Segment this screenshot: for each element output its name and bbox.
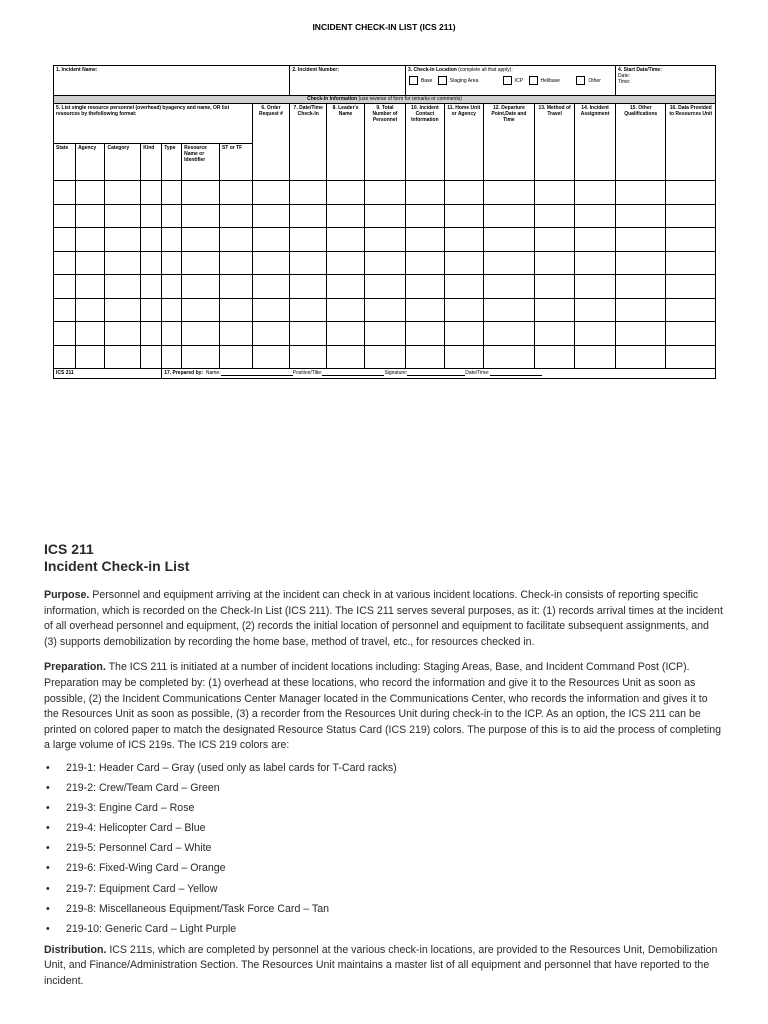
entry-cell[interactable] [575, 345, 616, 369]
entry-cell[interactable] [666, 322, 716, 346]
entry-cell[interactable] [364, 228, 405, 252]
entry-cell[interactable] [162, 251, 182, 275]
sub-resource-name: Resource Name or Identifier [182, 144, 220, 181]
entry-cell[interactable] [575, 322, 616, 346]
entry-cell[interactable] [182, 322, 220, 346]
table-row [54, 181, 716, 205]
entry-cell[interactable] [405, 322, 444, 346]
entry-cell[interactable] [444, 298, 483, 322]
col-11-header: 11. Home Unit or Agency [444, 104, 483, 181]
entry-cell[interactable] [575, 275, 616, 299]
entry-cell[interactable] [76, 228, 105, 252]
entry-cell[interactable] [444, 322, 483, 346]
entry-cell[interactable] [616, 275, 666, 299]
entry-cell[interactable] [364, 275, 405, 299]
entry-cell[interactable] [405, 181, 444, 205]
table-row [54, 228, 716, 252]
entry-cell[interactable] [483, 322, 534, 346]
entry-cell[interactable] [182, 298, 220, 322]
entry-cell[interactable] [54, 181, 76, 205]
entry-cell[interactable] [105, 298, 141, 322]
col-8-header: 8. Leader's Name [327, 104, 365, 181]
sub-state: State [54, 144, 76, 181]
incident-name-field[interactable]: 1. Incident Name: [54, 66, 290, 96]
preparation-paragraph: Preparation. The ICS 211 is initiated at a number of incident locations including: Staging Areas, Base, and Incident Command Post (ICP). Preparation may be completed by: (1) overhead at these locations, who record the information and give it to the Resources Unit as soon as possible, (2) the Incident Communications Center Manager located in the Communications Center, who records the information and gives it to the Resources Unit as soon as possible, (3) a recorder from the Resources Unit during check-in to the ICP. As an option, the ICS 211 can be printed on colored paper to match the designated Resource Status Card (ICS 219) colors. The purpose of this is to aid the process of completing a large volume of ICS 219s. The ICS 219 colors are: [44, 661, 722, 752]
staging-area-checkbox[interactable] [438, 76, 447, 85]
sub-category: Category [105, 144, 141, 181]
entry-cell[interactable] [105, 181, 141, 205]
entry-cell[interactable] [252, 298, 290, 322]
entry-cell[interactable] [141, 275, 162, 299]
entry-cell[interactable] [182, 228, 220, 252]
entry-cell[interactable] [290, 204, 327, 228]
start-datetime-field[interactable]: 4. Start Date/Time: Date: Time: [616, 66, 716, 96]
entry-cell[interactable] [483, 181, 534, 205]
entry-cell[interactable] [666, 251, 716, 275]
entry-cell[interactable] [252, 275, 290, 299]
base-checkbox[interactable] [409, 76, 418, 85]
entry-cell[interactable] [76, 275, 105, 299]
table-row [54, 251, 716, 275]
entry-cell[interactable] [535, 181, 575, 205]
entry-cell[interactable] [327, 228, 365, 252]
entry-cell[interactable] [290, 251, 327, 275]
entry-cell[interactable] [364, 345, 405, 369]
entry-cell[interactable] [535, 228, 575, 252]
entry-cell[interactable] [616, 345, 666, 369]
col-15-header: 15. Other Qualifications [616, 104, 666, 181]
distribution-paragraph: Distribution. ICS 211s, which are completed by personnel at the various check-in locations, are provided to the Resources Unit, Demobilization Unit, and Finance/Administration Section. The Resources Unit maintains a master list of all equipment and personnel that have reported to the incident. [44, 943, 718, 987]
entry-cell[interactable] [290, 275, 327, 299]
list-item: • 219-8: Miscellaneous Equipment/Task Force Card – Tan [66, 899, 724, 919]
entry-cell[interactable] [219, 322, 252, 346]
entry-cell[interactable] [141, 228, 162, 252]
form-title: INCIDENT CHECK-IN LIST (ICS 211) [312, 22, 456, 32]
color-list [44, 758, 724, 939]
entry-cell[interactable] [327, 275, 365, 299]
entry-cell[interactable] [327, 204, 365, 228]
entry-cell[interactable] [141, 298, 162, 322]
entry-cell[interactable] [327, 181, 365, 205]
entry-cell[interactable] [483, 298, 534, 322]
entry-cell[interactable] [54, 251, 76, 275]
entry-cell[interactable] [405, 204, 444, 228]
entry-cell[interactable] [252, 251, 290, 275]
list-item: • 219-5: Personnel Card – White [66, 838, 724, 858]
entry-cell[interactable] [575, 251, 616, 275]
entry-cell[interactable] [290, 298, 327, 322]
entry-cell[interactable] [162, 345, 182, 369]
entry-cell[interactable] [105, 275, 141, 299]
entry-cell[interactable] [290, 322, 327, 346]
entry-cell[interactable] [535, 204, 575, 228]
col-16-header: 16. Data Provided to Resources Unit [666, 104, 716, 181]
table-row [54, 345, 716, 369]
other-checkbox[interactable] [576, 76, 585, 85]
entry-cell[interactable] [327, 322, 365, 346]
entry-cell[interactable] [219, 228, 252, 252]
entry-cell[interactable] [182, 181, 220, 205]
entry-cell[interactable] [575, 181, 616, 205]
entry-cell[interactable] [182, 204, 220, 228]
sub-agency: Agency [76, 144, 105, 181]
entry-cell[interactable] [162, 275, 182, 299]
entry-cell[interactable] [76, 345, 105, 369]
col-14-header: 14. Incident Assignment [575, 104, 616, 181]
entry-cell[interactable] [616, 298, 666, 322]
entry-cell[interactable] [76, 181, 105, 205]
entry-cell[interactable] [666, 275, 716, 299]
entry-cell[interactable] [405, 228, 444, 252]
entry-cell[interactable] [105, 228, 141, 252]
entry-cell[interactable] [141, 251, 162, 275]
col-12-header: 12. Departure Point,Date and Time [483, 104, 534, 181]
entry-cell[interactable] [141, 204, 162, 228]
entry-cell[interactable] [535, 298, 575, 322]
entry-cell[interactable] [219, 181, 252, 205]
entry-cell[interactable] [616, 228, 666, 252]
entry-cell[interactable] [76, 251, 105, 275]
check-in-table [53, 65, 716, 379]
entry-cell[interactable] [405, 298, 444, 322]
incident-number-field[interactable]: 2. Incident Number: [290, 66, 406, 96]
entry-cell[interactable] [364, 322, 405, 346]
entry-cell[interactable] [483, 251, 534, 275]
entry-cell[interactable] [364, 181, 405, 205]
entry-cell[interactable] [162, 298, 182, 322]
col-10-header: 10. Incident Contact Information [405, 104, 444, 181]
list-item: • 219-2: Crew/Team Card – Green [66, 778, 724, 798]
entry-cell[interactable] [182, 345, 220, 369]
entry-cell[interactable] [405, 275, 444, 299]
entry-cell[interactable] [666, 228, 716, 252]
prepared-by-field[interactable]: 17. Prepared by: Name: Position/Title: Signature: Date/Time: [162, 369, 716, 379]
entry-cell[interactable] [219, 275, 252, 299]
entry-cell[interactable] [54, 275, 76, 299]
entry-cell[interactable] [252, 345, 290, 369]
entry-cell[interactable] [405, 251, 444, 275]
entry-cell[interactable] [575, 298, 616, 322]
entry-cell[interactable] [182, 275, 220, 299]
entry-cell[interactable] [616, 322, 666, 346]
col-5-header: 5. List single resource personnel (overhead) byagency and name, OR list resources by thefollowing format: [54, 104, 253, 144]
entry-cell[interactable] [54, 228, 76, 252]
entry-cell[interactable] [444, 251, 483, 275]
col-6-header: 6. Order Request # [252, 104, 290, 181]
entry-cell[interactable] [444, 345, 483, 369]
entry-cell[interactable] [162, 204, 182, 228]
entry-cell[interactable] [616, 204, 666, 228]
purpose-paragraph: Purpose. Personnel and equipment arriving at the incident can check in at various incident locations. Check-in consists of reporting specific information, which is recorded on the Check-In List (ICS 211). The ICS 211 serves several purposes, as it: (1) records arrival times at the incident of all overhead personnel and equipment, (2) records the initial location of personnel and equipment to facilitate subsequent assignments, and (3) supports demobilization by recording the home base, method of travel, etc., for resources checked in. [44, 589, 723, 648]
entry-cell[interactable] [54, 322, 76, 346]
entry-cell[interactable] [219, 204, 252, 228]
entry-cell[interactable] [141, 181, 162, 205]
check-in-location-field: 3. Check-In Location (complete all that apply): Base Staging Area ICP Helibase Other [405, 66, 615, 96]
sub-kind: Kind [141, 144, 162, 181]
entry-cell[interactable] [76, 298, 105, 322]
entry-cell[interactable] [444, 228, 483, 252]
list-item: • 219-1: Header Card – Gray (used only as label cards for T-Card racks) [66, 758, 724, 778]
instructions [44, 541, 724, 990]
col-7-header: 7. Date/Time Check-In [290, 104, 327, 181]
footer-form-id: ICS 211 [54, 369, 162, 379]
entry-cell[interactable] [76, 322, 105, 346]
entry-cell[interactable] [54, 345, 76, 369]
list-item: • 219-7: Equipment Card – Yellow [66, 879, 724, 899]
entry-cell[interactable] [364, 204, 405, 228]
entry-cell[interactable] [666, 298, 716, 322]
entry-cell[interactable] [666, 181, 716, 205]
entry-cell[interactable] [444, 275, 483, 299]
entry-cell[interactable] [483, 204, 534, 228]
list-item: • 219-3: Engine Card – Rose [66, 798, 724, 818]
entry-cell[interactable] [290, 181, 327, 205]
entry-cell[interactable] [162, 181, 182, 205]
entry-cell[interactable] [252, 181, 290, 205]
check-in-info-banner: Check-In Information (use reverse of form for remarks or comments) [54, 96, 716, 104]
list-item: • 219-10: Generic Card – Light Purple [66, 919, 724, 939]
entry-cell[interactable] [76, 204, 105, 228]
entry-cell[interactable] [162, 322, 182, 346]
list-item: • 219-4: Helicopter Card – Blue [66, 818, 724, 838]
entry-cell[interactable] [483, 228, 534, 252]
entry-cell[interactable] [219, 251, 252, 275]
entry-cell[interactable] [616, 181, 666, 205]
entry-cell[interactable] [252, 228, 290, 252]
entry-cell[interactable] [327, 298, 365, 322]
entry-cell[interactable] [105, 251, 141, 275]
entry-cell[interactable] [141, 345, 162, 369]
instructions-heading-1: ICS 211 [44, 541, 94, 557]
table-row [54, 298, 716, 322]
entry-cell[interactable] [575, 204, 616, 228]
entry-cell[interactable] [364, 251, 405, 275]
table-row [54, 322, 716, 346]
sub-st-tf: ST or TF [219, 144, 252, 181]
sub-type: Type [162, 144, 182, 181]
instructions-heading-2: Incident Check-in List [44, 558, 190, 574]
entry-cell[interactable] [364, 298, 405, 322]
entry-cell[interactable] [444, 204, 483, 228]
entry-cell[interactable] [252, 322, 290, 346]
table-row [54, 275, 716, 299]
entry-cell[interactable] [290, 228, 327, 252]
entry-cell[interactable] [141, 322, 162, 346]
list-item: • 219-6: Fixed-Wing Card – Orange [66, 858, 724, 878]
entry-cell[interactable] [327, 345, 365, 369]
entry-cell[interactable] [483, 275, 534, 299]
entry-cell[interactable] [54, 204, 76, 228]
entry-cell[interactable] [105, 204, 141, 228]
entry-cell[interactable] [616, 251, 666, 275]
entry-cell[interactable] [252, 204, 290, 228]
table-row [54, 204, 716, 228]
entry-cell[interactable] [575, 228, 616, 252]
icp-checkbox[interactable] [503, 76, 512, 85]
entry-cell[interactable] [290, 345, 327, 369]
entry-cell[interactable] [666, 345, 716, 369]
entry-cell[interactable] [535, 275, 575, 299]
entry-cell[interactable] [105, 345, 141, 369]
entry-cell[interactable] [219, 298, 252, 322]
entry-cell[interactable] [162, 228, 182, 252]
entry-cell[interactable] [444, 181, 483, 205]
col-9-header: 9. Total Number of Personnel [364, 104, 405, 181]
entry-cell[interactable] [535, 322, 575, 346]
col-13-header: 13. Method of Travel [535, 104, 575, 181]
entry-cell[interactable] [219, 345, 252, 369]
entry-cell[interactable] [535, 345, 575, 369]
entry-cell[interactable] [54, 298, 76, 322]
entry-cell[interactable] [483, 345, 534, 369]
entry-cell[interactable] [327, 251, 365, 275]
entry-cell[interactable] [105, 322, 141, 346]
entry-cell[interactable] [182, 251, 220, 275]
entry-cell[interactable] [405, 345, 444, 369]
entry-cell[interactable] [666, 204, 716, 228]
helibase-checkbox[interactable] [529, 76, 538, 85]
entry-cell[interactable] [535, 251, 575, 275]
